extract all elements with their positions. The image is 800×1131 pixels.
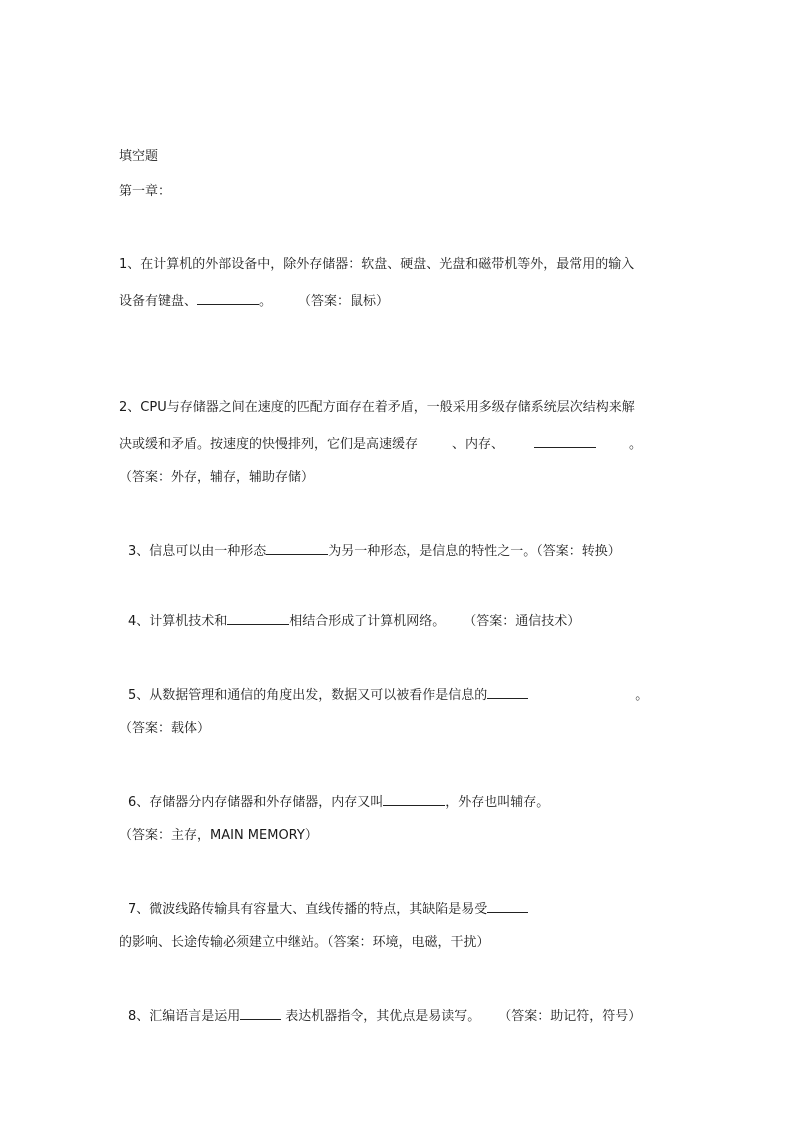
q6-text-a: 6、存储器分内存储器和外存储器，内存又叫 — [128, 795, 384, 810]
q4-blank — [227, 611, 289, 625]
q7-blank — [487, 899, 528, 913]
q5-answer: （答案：载体） — [119, 721, 211, 736]
q7-line1 — [128, 899, 528, 919]
q2-text-a: 决或缓和矛盾。按速度的快慢排列，它们是高速缓存 — [119, 437, 419, 452]
q6-text-b: ，外存也叫辅存。 — [445, 795, 550, 810]
q1-line1: 1、在计算机的外部设备中，除外存储器：软盘、硬盘、光盘和磁带机等外，最常用的输入 — [119, 257, 635, 272]
q2-answer: （答案：外存，辅存，辅助存储） — [119, 470, 315, 485]
q8-blank — [240, 1006, 281, 1020]
q3-text-b: 为另一种形态，是信息的特性之一。（答案：转换） — [328, 544, 621, 559]
q4-text-b: 相结合形成了计算机网络。 — [289, 614, 446, 629]
q3-line — [128, 541, 621, 561]
q1-line2 — [119, 291, 389, 311]
q6-blank — [383, 792, 445, 806]
q2-blank — [534, 434, 596, 448]
q2-line2 — [119, 434, 642, 454]
q6-answer: （答案：主存，MAIN MEMORY） — [119, 828, 318, 843]
q1-text-b: 。 — [259, 294, 273, 309]
q4-line — [128, 611, 580, 631]
q6-line — [128, 792, 549, 812]
chapter-title: 第一章： — [119, 184, 172, 199]
q8-line — [128, 1006, 641, 1026]
q8-text-a: 8、汇编语言是运用 — [128, 1009, 241, 1024]
q5-text-b: 。 — [635, 688, 649, 703]
q5-text-a: 5、从数据管理和通信的角度出发，数据又可以被看作是信息的 — [128, 688, 488, 703]
q7-text-a: 7、微波线路传输具有容量大、直线传播的特点，其缺陷是易受 — [128, 902, 488, 917]
q5-blank — [487, 685, 528, 699]
q7-line2: 的影响、长途传输必须建立中继站。（答案：环境，电磁，干扰） — [119, 935, 490, 950]
q5-line — [128, 685, 648, 705]
q2-text-b: 、内存、 — [452, 437, 505, 452]
q2-text-c: 。 — [629, 437, 643, 452]
q8-text-b: 表达机器指令，其优点是易读写。 — [285, 1009, 481, 1024]
q8-answer: （答案：助记符，符号） — [498, 1009, 642, 1024]
q3-text-a: 3、信息可以由一种形态 — [128, 544, 267, 559]
q4-text-a: 4、计算机技术和 — [128, 614, 228, 629]
page-heading: 填空题 — [119, 149, 159, 164]
q3-blank — [266, 541, 328, 555]
q1-answer: （答案：鼠标） — [298, 294, 390, 309]
q1-text-a: 设备有键盘、 — [119, 294, 198, 309]
q4-answer: （答案：通信技术） — [463, 614, 581, 629]
q2-line1: 2、CPU与存储器之间在速度的匹配方面存在着矛盾，一般采用多级存储系统层次结构来解 — [119, 400, 635, 415]
q1-blank — [197, 291, 259, 305]
